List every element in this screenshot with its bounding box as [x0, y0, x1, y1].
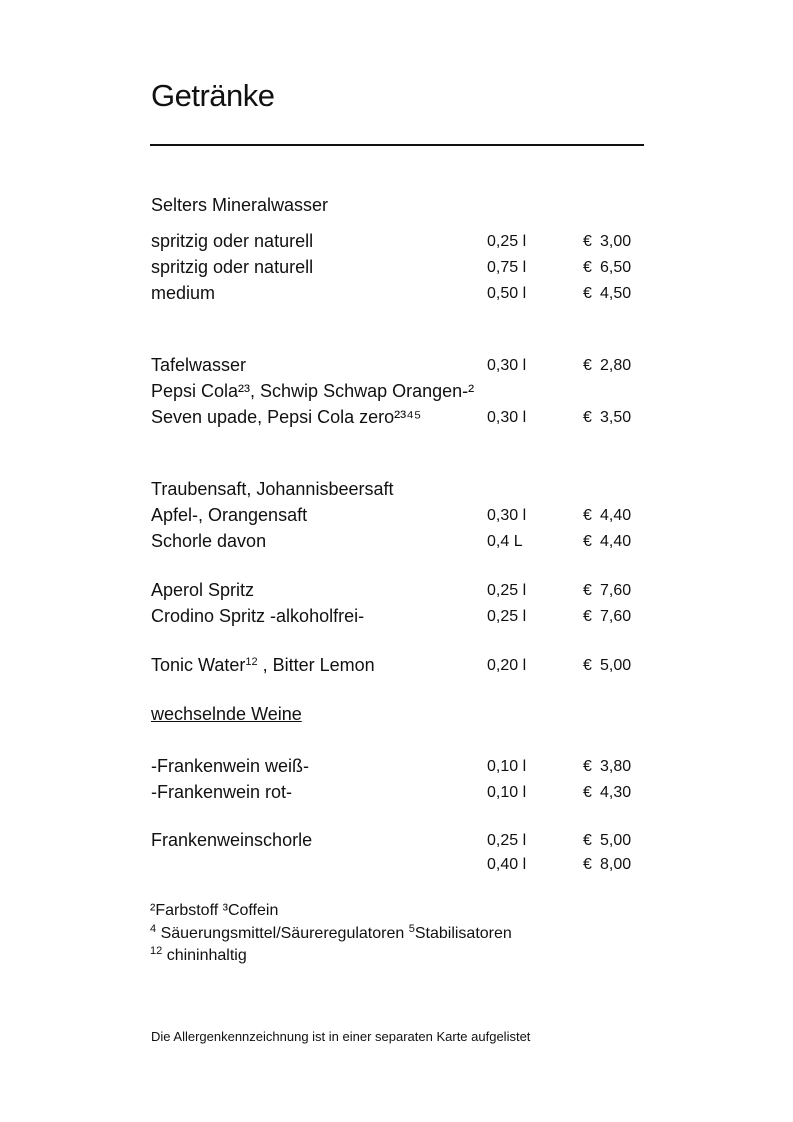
footnote-line — [150, 925, 512, 943]
price-value: 3,80 — [600, 758, 632, 775]
item-price — [583, 582, 631, 600]
section-heading-wine: wechselnde Weine — [151, 704, 302, 724]
price-value: 4,40 — [600, 533, 632, 550]
currency-symbol: € — [583, 832, 592, 849]
price-value: 6,50 — [600, 259, 632, 276]
item-name-text: Tonic Water — [151, 655, 246, 675]
currency-symbol: € — [583, 285, 592, 302]
footnote-marker: 4 — [150, 923, 157, 935]
item-volume: 0,25 l — [487, 582, 527, 599]
currency-symbol: € — [583, 357, 592, 374]
footnote-marker: 5 — [408, 923, 415, 935]
price-value: 3,50 — [600, 409, 632, 426]
currency-symbol: € — [583, 657, 592, 674]
item-name: medium — [151, 283, 216, 303]
currency-symbol: € — [583, 409, 592, 426]
footnote-text: chininhaltig — [162, 947, 247, 964]
currency-symbol: € — [583, 758, 592, 775]
item-volume: 0,25 l — [487, 832, 527, 849]
price-value: 4,50 — [600, 285, 632, 302]
price-value: 5,00 — [600, 657, 632, 674]
title-divider — [150, 144, 644, 146]
price-value: 7,60 — [600, 582, 632, 599]
price-value: 4,30 — [600, 784, 632, 801]
item-price — [583, 832, 631, 850]
footnote-marker: 12 — [245, 656, 258, 668]
item-price — [583, 357, 631, 375]
item-volume: 0,30 l — [487, 409, 527, 426]
item-price — [583, 409, 631, 427]
price-value: 3,00 — [600, 233, 632, 250]
item-volume: 0,40 l — [487, 856, 527, 873]
currency-symbol: € — [583, 856, 592, 873]
item-volume: 0,20 l — [487, 657, 527, 674]
item-price — [583, 608, 631, 626]
item-name: Pepsi Cola²³, Schwip Schwap Orangen-² — [151, 381, 475, 401]
currency-symbol: € — [583, 533, 592, 550]
item-volume: 0,25 l — [487, 233, 527, 250]
item-volume: 0,50 l — [487, 285, 527, 302]
item-name: Tafelwasser — [151, 355, 247, 375]
item-price — [583, 285, 631, 303]
item-name: Seven upade, Pepsi Cola zero²³⁴⁵ — [151, 407, 422, 427]
item-name: Apfel-, Orangensaft — [151, 505, 308, 525]
item-price — [583, 233, 631, 251]
currency-symbol: € — [583, 507, 592, 524]
footnote-line — [150, 947, 247, 965]
price-value: 8,00 — [600, 856, 632, 873]
item-volume: 0,10 l — [487, 784, 527, 801]
price-value: 4,40 — [600, 507, 632, 524]
footnote-line: ²Farbstoff ³Coffein — [150, 902, 279, 919]
footnote-text: Säuerungsmittel/Säureregulatoren — [156, 925, 409, 942]
item-name: -Frankenwein weiß- — [151, 756, 310, 776]
item-name: spritzig oder naturell — [151, 257, 314, 277]
item-price — [583, 259, 631, 277]
footnote-marker: 12 — [150, 945, 163, 957]
section-heading-mineral: Selters Mineralwasser — [151, 195, 329, 215]
item-price — [583, 784, 631, 802]
item-volume: 0,25 l — [487, 608, 527, 625]
item-name: spritzig oder naturell — [151, 231, 314, 251]
item-price — [583, 758, 631, 776]
item-price — [583, 657, 631, 675]
item-name: Crodino Spritz -alkoholfrei- — [151, 606, 365, 626]
price-value: 7,60 — [600, 608, 632, 625]
footnote-text: Stabilisatoren — [414, 925, 512, 942]
currency-symbol: € — [583, 233, 592, 250]
item-name: -Frankenwein rot- — [151, 782, 293, 802]
item-volume: 0,4 L — [487, 533, 523, 550]
item-price — [583, 533, 631, 551]
item-name-text: , Bitter Lemon — [257, 655, 375, 675]
page-title: Getränke — [151, 78, 275, 113]
currency-symbol: € — [583, 784, 592, 801]
item-volume: 0,75 l — [487, 259, 527, 276]
item-name — [151, 655, 375, 676]
item-name: Frankenweinschorle — [151, 830, 313, 850]
item-volume: 0,10 l — [487, 758, 527, 775]
item-name: Schorle davon — [151, 531, 267, 551]
item-volume: 0,30 l — [487, 357, 527, 374]
allergen-note: Die Allergenkennzeichnung ist in einer separaten Karte aufgelistet — [151, 1029, 531, 1044]
currency-symbol: € — [583, 259, 592, 276]
currency-symbol: € — [583, 608, 592, 625]
item-name: Traubensaft, Johannisbeersaft — [151, 479, 394, 499]
price-value: 2,80 — [600, 357, 632, 374]
item-volume: 0,30 l — [487, 507, 527, 524]
price-value: 5,00 — [600, 832, 632, 849]
item-name: Aperol Spritz — [151, 580, 255, 600]
currency-symbol: € — [583, 582, 592, 599]
item-price — [583, 856, 631, 874]
item-price — [583, 507, 631, 525]
